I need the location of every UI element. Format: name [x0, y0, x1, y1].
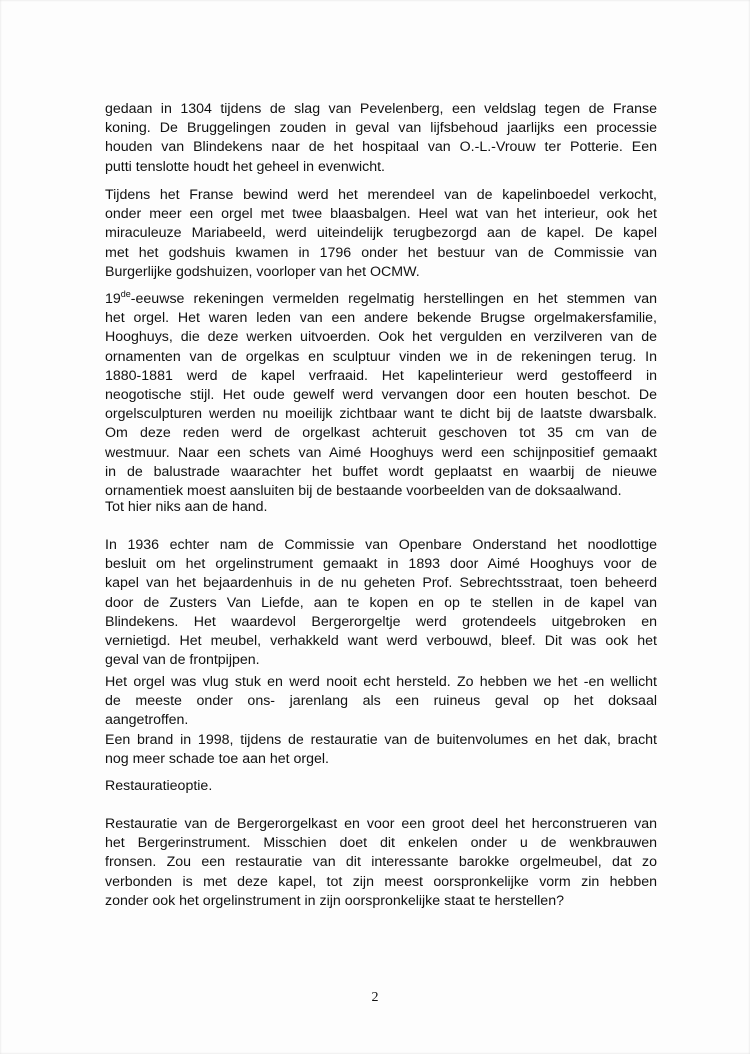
page-number: 2 [371, 990, 379, 1005]
paragraph-6 [105, 673, 657, 769]
text-line: gedaan in 1304 tijdens de slag van Pevelenberg, een veldslag tegen de Franse [105, 101, 657, 117]
text-line: Restauratie van de Bergerorgelkast en voor een groot deel het herconstrueren van [105, 816, 657, 832]
text-line: orgelsculpturen werden nu moeilijk zichtbaar want te dicht bij de laatste dwarsbalk. [105, 406, 657, 423]
text-line: het Bergerinstrument. Misschien doet dit enkelen onder u de wenkbrauwen [105, 835, 657, 852]
text-line: verbonden is met deze kapel, tot zijn meest oorspronkelijke vorm zin hebben [105, 873, 657, 890]
text-line: besluit om het orgelinstrument gemaakt in 1893 door Aimé Hooghuys voor de [105, 556, 657, 573]
paragraph-5 [105, 536, 657, 670]
text-line-rest: -eeuwse rekeningen vermelden regelmatig herstellingen en het stemmen van [130, 291, 657, 307]
text-line: kapel van het bejaardenhuis in de nu geheten Prof. Sebrechtsstraat, toen beheerd [105, 575, 657, 592]
text-line: miraculeuze Mariabeeld, werd uiteindelijk terugbezorgd aan de kapel. De kapel [105, 225, 657, 242]
text-line: door de Zusters Van Liefde, aan te kopen en op te stellen in de kapel van [105, 594, 657, 611]
text-line: ornamenten van de orgelkas en sculptuur vinden we in de rekeningen terug. In [105, 348, 657, 365]
text-line: putti tenslotte houdt het geheel in evenwicht. [105, 158, 386, 175]
text-line: vernietigd. Het meubel, verhakkeld want werd verbouwd, bleef. Dit was ook het [105, 633, 657, 650]
text-line: onder meer een orgel met twee blaasbalgen. Heel wat van het interieur, ook het [105, 206, 657, 223]
text-line: westmuur. Naar een schets van Aimé Hooghuys werd een schijnpositief gemaakt [105, 444, 657, 461]
text-line [105, 290, 657, 309]
text-line: aangetroffen. [105, 712, 189, 729]
text-line: Hooghuys, die deze werken uitvoerden. Ook het vergulden en verzilveren van de [105, 329, 657, 346]
text-line: koning. De Bruggelingen zouden in geval van lijfsbehoud jaarlijks een processie [105, 120, 657, 137]
text-line: Burgerlijke godshuizen, voorloper van het OCMW. [105, 263, 420, 280]
paragraph-7 [105, 777, 657, 796]
text-line: In 1936 echter nam de Commissie van Openbare Onderstand het noodlottige [105, 537, 657, 553]
text-line: zonder ook het orgelinstrument in zijn oorspronkelijke staat te herstellen? [105, 892, 564, 909]
text-line: houden van Blindekens naar de het hospitaal van O.-L.-Vrouw ter Potterie. Een [105, 139, 657, 156]
text-line: Tijdens het Franse bewind werd het merendeel van de kapelinboedel verkocht, [105, 187, 657, 203]
paragraph-1 [105, 100, 657, 177]
text-line: geval van de frontpijpen. [105, 652, 260, 669]
paragraph-3 [105, 290, 657, 501]
text-line: in de balustrade waarachter het buffet wordt geplaatst en waarbij de nieuwe [105, 463, 657, 480]
text-line: fronsen. Zou een restauratie van dit interessante barokke orgelmeubel, dat zo [105, 854, 657, 871]
text-line: Tot hier niks aan de hand. [105, 499, 268, 515]
text-line: de meeste onder ons- jarenlang als een ruineus geval op het doksaal [105, 693, 657, 710]
paragraph-4 [105, 498, 657, 517]
paragraph-2 [105, 186, 657, 282]
text-line: het orgel. Het waren leden van een andere bekende Brugse orgelmakersfamilie, [105, 310, 657, 327]
text-line: nog meer schade toe aan het orgel. [105, 750, 330, 767]
ordinal-suffix: de [120, 289, 131, 299]
text-line: Blindekens. Het waardevol Bergerorgeltje werd grotendeels uitgebroken en [105, 613, 657, 630]
century-number: 19 [105, 291, 121, 307]
paragraph-8 [105, 815, 657, 911]
text-line: neogotische stijl. Het oude gewelf werd vervangen door een houten beschot. De [105, 387, 657, 404]
text-line: Om deze reden werd de orgelkast achteruit geschoven tot 35 cm van de [105, 425, 657, 442]
text-line: 1880-1881 werd de kapel verfraaid. Het kapelinterieur werd gestoffeerd in [105, 367, 657, 384]
text-line: ornamentiek moest aansluiten bij de bestaande voorbeelden van de doksaalwand. [105, 483, 622, 500]
text-line: Het orgel was vlug stuk en werd nooit echt hersteld. Zo hebben we het -en wellicht [105, 674, 657, 690]
text-line: met het godshuis kwamen in 1796 onder het bestuur van de Commissie van [105, 244, 657, 261]
text-line: Een brand in 1998, tijdens de restauratie van de buitenvolumes en het dak, bracht [105, 731, 657, 748]
section-heading: Restauratieoptie. [105, 778, 213, 794]
